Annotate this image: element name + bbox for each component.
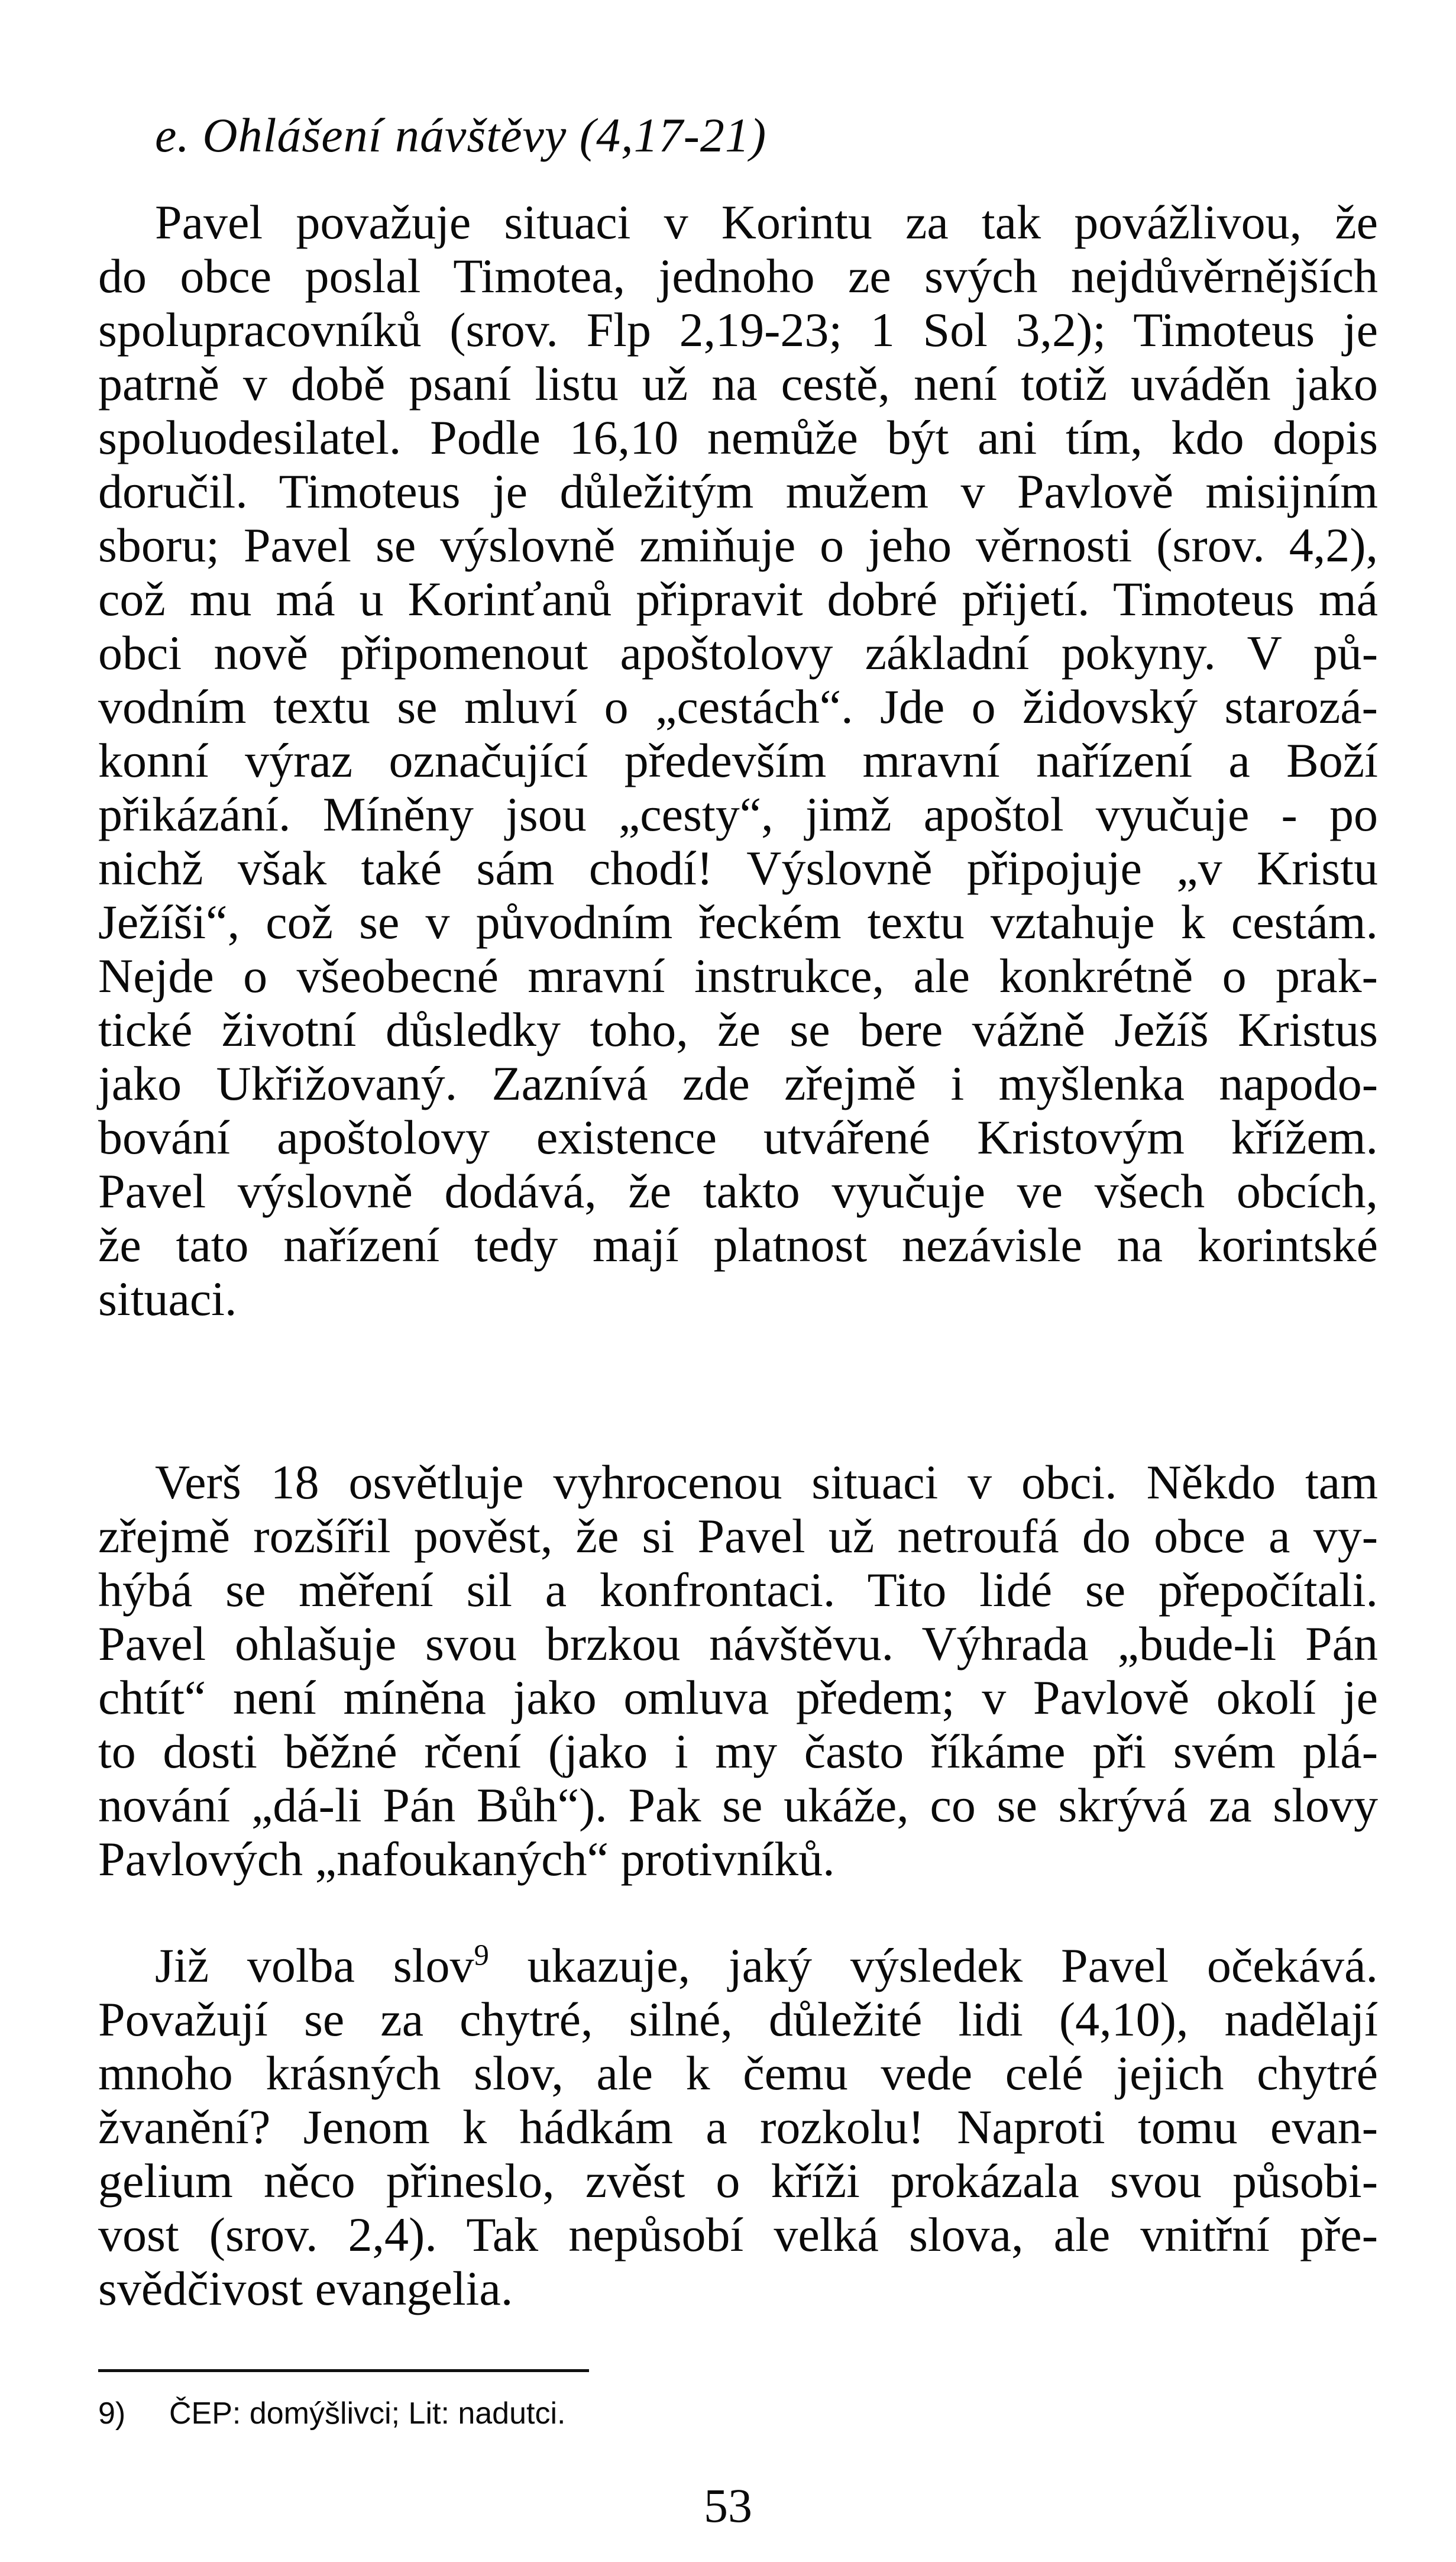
footnote-reference: 9 [474,1939,489,1972]
text-line: přikázání. Míněny jsou „cesty“, jimž apoštol vyučuje - po [98,787,1378,841]
footnote-text: ČEP: domýšlivci; Lit: nadutci. [169,2396,566,2431]
text-line: jako Ukřižovaný. Zaznívá zde zřejmě i myšlenka napodo- [98,1057,1378,1110]
footnote [98,2396,565,2431]
text-line: což mu má u Korinťanů připravit dobré přijetí. Timoteus má [98,572,1378,626]
text-line: Verš 18 osvětluje vyhrocenou situaci v obci. Někdo tam [155,1455,1378,1509]
text-line: nování „dá-li Pán Bůh“). Pak se ukáže, co se skrývá za slovy [98,1778,1378,1832]
text-line: situaci. [98,1272,237,1326]
text-line: chtít“ není míněna jako omluva předem; v Pavlově okolí je [98,1671,1378,1724]
text-line: zřejmě rozšířil pověst, že si Pavel už netroufá do obce a vy- [98,1509,1378,1563]
section-heading: e. Ohlášení návštěvy (4,17-21) [155,108,767,162]
text-line: bování apoštolovy existence utvářené Kristovým křížem. [98,1110,1378,1164]
text-line: to dosti běžné rčení (jako i my často říkáme při svém plá- [98,1724,1378,1778]
text-line: Ježíši“, což se v původním řeckém textu vztahuje k cestám. [98,895,1378,949]
text-line: Pavel výslovně dodává, že takto vyučuje ve všech obcích, [98,1164,1378,1218]
text-line: Pavel považuje situaci v Korintu za tak povážlivou, že [155,195,1378,249]
text-line: doručil. Timoteus je důležitým mužem v Pavlově misijním [98,464,1378,518]
text-line: mnoho krásných slov, ale k čemu vede celé jejich chytré [98,2046,1378,2100]
footnote-number: 9) [98,2396,126,2431]
text-line: konní výraz označující především mravní nařízení a Boží [98,734,1378,787]
page-number: 53 [704,2479,752,2532]
text-fragment: Již volba slov [155,1939,474,1992]
text-line: do obce poslal Timotea, jednoho ze svých nejdůvěrnějších [98,249,1378,303]
text-line: spoluodesilatel. Podle 16,10 nemůže být ani tím, kdo dopis [98,411,1378,464]
paragraph-1 [98,195,1378,1326]
text-fragment: ukazuje, jaký výsledek Pavel očekává. [488,1939,1378,1992]
text-line: Považují se za chytré, silné, důležité lidi (4,10), nadělají [98,1992,1378,2046]
text-line: Pavlových „nafoukaných“ protivníků. [98,1832,835,1886]
text-line: spolupracovníků (srov. Flp 2,19-23; 1 Sol 3,2); Timoteus je [98,303,1378,357]
text-line: obci nově připomenout apoštolovy základní pokyny. V pů- [98,626,1378,680]
text-line: žvanění? Jenom k hádkám a rozkolu! Naproti tomu evan- [98,2100,1378,2154]
text-line: nichž však také sám chodí! Výslovně připojuje „v Kristu [98,841,1378,895]
text-line: gelium něco přineslo, zvěst o kříži prokázala svou působi- [98,2154,1378,2208]
text-line: hýbá se měření sil a konfrontaci. Tito lidé se přepočítali. [98,1563,1378,1617]
text-line: sboru; Pavel se výslovně zmiňuje o jeho věrnosti (srov. 4,2), [98,518,1378,572]
text-line: vodním textu se mluví o „cestách“. Jde o židovský starozá- [98,680,1378,734]
text-line-with-footnote [98,1939,1378,1992]
paragraph-3 [98,1939,1378,2315]
footnote-divider [98,2369,589,2372]
text-line: vost (srov. 2,4). Tak nepůsobí velká slova, ale vnitřní pře- [98,2208,1378,2261]
paragraph-2 [98,1455,1378,1886]
text-line: Nejde o všeobecné mravní instrukce, ale konkrétně o prak- [98,949,1378,1003]
text-line: patrně v době psaní listu už na cestě, není totiž uváděn jako [98,357,1378,411]
text-line: že tato nařízení tedy mají platnost nezávisle na korintské [98,1218,1378,1272]
text-line: Pavel ohlašuje svou brzkou návštěvu. Výhrada „bude-li Pán [98,1617,1378,1671]
text-line: tické životní důsledky toho, že se bere vážně Ježíš Kristus [98,1003,1378,1057]
text-line: svědčivost evangelia. [98,2261,513,2315]
